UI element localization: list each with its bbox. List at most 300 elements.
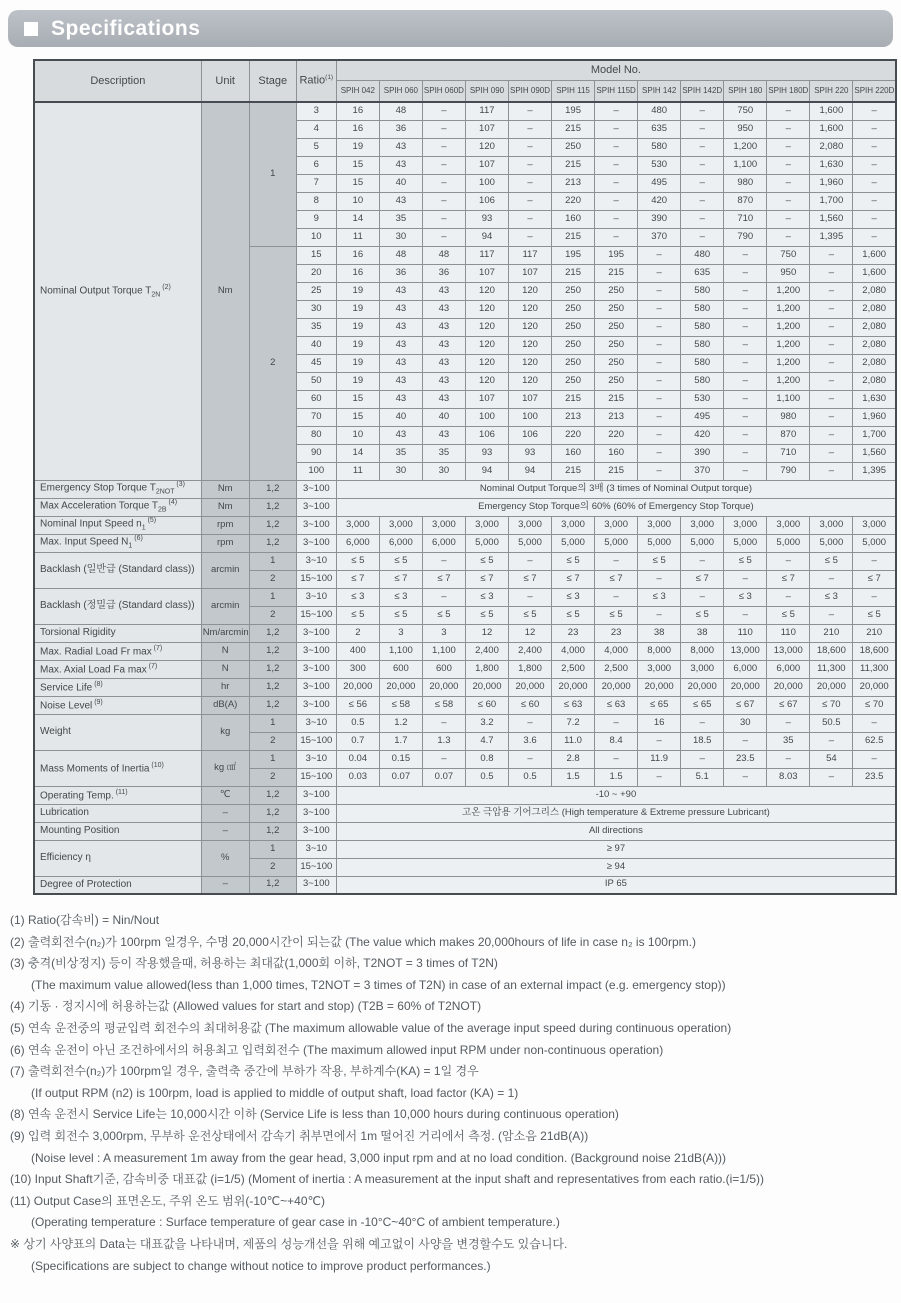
nominal-input-speed-value-cell: 3,000 [552, 516, 595, 534]
service-life-value-cell: 20,000 [767, 678, 810, 696]
nominal-output-torque-value-cell: 250 [595, 372, 638, 390]
backlash-standard-unit: arcmin [201, 552, 249, 588]
nominal-output-torque-value-cell: – [853, 228, 896, 246]
service-life-label: Service Life $^{(8)}$ [34, 678, 201, 696]
max-radial-load-value-cell: 18,600 [853, 642, 896, 660]
nominal-output-torque-value-cell: 43 [422, 282, 465, 300]
spec-row-torsional-rigidity [34, 624, 896, 642]
nominal-output-torque-value-cell: 195 [552, 102, 595, 120]
nominal-output-torque-value-cell: 635 [638, 120, 681, 138]
weight-value-cell: – [724, 732, 767, 750]
nominal-output-torque-ratio: 90 [296, 444, 336, 462]
weight-value-cell: 50.5 [810, 714, 853, 732]
nominal-output-torque-value-cell: 580 [638, 138, 681, 156]
mounting-position-unit: – [201, 822, 249, 840]
nominal-output-torque-value-cell: – [681, 102, 724, 120]
max-input-speed-value-cell: 5,000 [853, 534, 896, 552]
nominal-output-torque-value-cell: 106 [509, 426, 552, 444]
nominal-output-torque-value-cell: – [595, 174, 638, 192]
mass-moments-of-inertia-stage: 2 [249, 768, 296, 786]
nominal-output-torque-value-cell: 215 [552, 462, 595, 480]
nominal-output-torque-value-cell: 107 [465, 120, 508, 138]
nominal-output-torque-value-cell: 120 [465, 372, 508, 390]
nominal-output-torque-ratio: 9 [296, 210, 336, 228]
service-life-value-cell: 20,000 [638, 678, 681, 696]
mass-moments-of-inertia-value-cell: 54 [810, 750, 853, 768]
max-input-speed-value-cell: 5,000 [509, 534, 552, 552]
backlash-standard-value-cell: ≤ 7 [379, 570, 422, 588]
nominal-output-torque-value-cell: 2,080 [853, 300, 896, 318]
ratio-label: Ratio [299, 75, 326, 87]
mounting-position-label: Mounting Position [34, 822, 201, 840]
footnote-line: ※ 상기 사양표의 Data는 대표값을 나타내며, 제품의 성능개선을 위해 예고없이 사양을 변경할수도 있습니다. [10, 1236, 568, 1251]
noise-level-value-cell: ≤ 60 [465, 696, 508, 714]
nominal-output-torque-value-cell: 250 [552, 282, 595, 300]
nominal-output-torque-value-cell: 250 [552, 138, 595, 156]
noise-level-value-cell: ≤ 63 [595, 696, 638, 714]
nominal-output-torque-value-cell: – [724, 372, 767, 390]
nominal-output-torque-stage: 1 [249, 102, 296, 246]
service-life-value-cell: 20,000 [853, 678, 896, 696]
backlash-standard-value-cell: – [853, 552, 896, 570]
max-radial-load-value-cell: 1,100 [422, 642, 465, 660]
footnote-line: (8) 연속 운전시 Service Life는 10,000시간 이하 (Service Life is less than 10,000 hours during continuous operation) [10, 1107, 619, 1122]
backlash-precision-value-cell: ≤ 5 [767, 606, 810, 624]
weight-stage: 1 [249, 714, 296, 732]
nominal-output-torque-value-cell: – [638, 462, 681, 480]
nominal-output-torque-value-cell: 120 [509, 354, 552, 372]
nominal-output-torque-value-cell: 390 [681, 444, 724, 462]
degree-of-protection-label: Degree of Protection [34, 876, 201, 894]
nominal-output-torque-value-cell: 19 [336, 300, 379, 318]
nominal-output-torque-ratio: 70 [296, 408, 336, 426]
nominal-output-torque-value-cell: 213 [552, 174, 595, 192]
nominal-output-torque-value-cell: 580 [681, 354, 724, 372]
spec-row-operating-temp [34, 786, 896, 804]
nominal-output-torque-value-cell: – [638, 372, 681, 390]
nominal-output-torque-value-cell: – [509, 120, 552, 138]
noise-level-value-cell: ≤ 58 [379, 696, 422, 714]
nominal-input-speed-value-cell: 3,000 [465, 516, 508, 534]
operating-temp-unit: ℃ [201, 786, 249, 804]
max-radial-load-value-cell: 13,000 [724, 642, 767, 660]
footnote-line: (10) Input Shaft기준, 감속비중 대표값 (i=1/5) (Moment of inertia : A measurement at the input shaft and representatives from each ratio.(i=1/5)) [10, 1172, 764, 1187]
weight-value-cell: 0.5 [336, 714, 379, 732]
nominal-output-torque-value-cell: 420 [681, 426, 724, 444]
spec-row-backlash-precision [34, 588, 896, 606]
backlash-precision-value-cell: ≤ 5 [853, 606, 896, 624]
mass-moments-of-inertia-value-cell: 0.5 [509, 768, 552, 786]
footnote-line: (1) Ratio(감속비) = Nin/Nout [10, 913, 160, 927]
model-col-spih-115d: SPIH 115D [595, 80, 638, 102]
nominal-output-torque-stage: 2 [249, 246, 296, 480]
nominal-output-torque-value-cell: – [595, 192, 638, 210]
nominal-output-torque-value-cell: – [724, 354, 767, 372]
nominal-output-torque-ratio: 25 [296, 282, 336, 300]
nominal-output-torque-value-cell: 43 [379, 156, 422, 174]
backlash-precision-value-cell: – [853, 588, 896, 606]
mass-moments-of-inertia-value-cell: – [810, 768, 853, 786]
nominal-output-torque-value-cell: 1,960 [853, 408, 896, 426]
service-life-value-cell: 20,000 [465, 678, 508, 696]
nominal-output-torque-value-cell: 870 [724, 192, 767, 210]
backlash-standard-value-cell: ≤ 7 [552, 570, 595, 588]
mass-moments-of-inertia-value-cell: 0.15 [379, 750, 422, 768]
noise-level-value-cell: ≤ 58 [422, 696, 465, 714]
footnote-line: (9) 입력 회전수 3,000rpm, 무부하 운전상태에서 감속기 취부면에서 1m 떨어진 거리에서 측정. (암소음 21dB(A)) [10, 1128, 589, 1143]
mass-moments-of-inertia-value-cell: – [422, 750, 465, 768]
nominal-output-torque-value-cell: 19 [336, 318, 379, 336]
spec-row-max-input-speed [34, 534, 896, 552]
footnote-line: (Operating temperature : Surface temperature of gear case in -10°C~40°C of ambient temperature.) [31, 1215, 560, 1230]
backlash-precision-value-cell: ≤ 3 [724, 588, 767, 606]
nominal-output-torque-ratio: 30 [296, 300, 336, 318]
efficiency-span-value: ≥ 94 [336, 858, 896, 876]
bullet-square-icon [24, 22, 38, 36]
nominal-output-torque-value-cell: 1,700 [810, 192, 853, 210]
degree-of-protection-span-value: IP 65 [336, 876, 896, 894]
mass-moments-of-inertia-value-cell: 23.5 [724, 750, 767, 768]
mass-moments-of-inertia-value-cell: 1.5 [552, 768, 595, 786]
nominal-output-torque-value-cell: 43 [379, 336, 422, 354]
backlash-standard-value-cell: ≤ 7 [465, 570, 508, 588]
nominal-output-torque-value-cell: – [595, 138, 638, 156]
nominal-output-torque-value-cell: 370 [638, 228, 681, 246]
backlash-precision-stage: 1 [249, 588, 296, 606]
backlash-precision-value-cell: ≤ 3 [465, 588, 508, 606]
nominal-output-torque-value-cell: 370 [681, 462, 724, 480]
section-banner [8, 10, 893, 47]
nominal-output-torque-value-cell: 2,080 [853, 372, 896, 390]
nominal-output-torque-value-cell: 480 [638, 102, 681, 120]
nominal-output-torque-value-cell: – [724, 426, 767, 444]
nominal-output-torque-value-cell: 93 [465, 210, 508, 228]
model-col-spih-180: SPIH 180 [724, 80, 767, 102]
nominal-output-torque-value-cell: – [724, 462, 767, 480]
col-header-model-no: Model No. [336, 60, 896, 80]
noise-level-value-cell: ≤ 67 [767, 696, 810, 714]
nominal-output-torque-value-cell: – [422, 192, 465, 210]
footnote-line: (If output RPM (n2) is 100rpm, load is applied to middle of output shaft, load factor (KA) = 1) [31, 1085, 519, 1100]
nominal-output-torque-value-cell: – [681, 174, 724, 192]
nominal-output-torque-value-cell: 2,080 [853, 354, 896, 372]
noise-level-value-cell: ≤ 70 [853, 696, 896, 714]
mounting-position-ratio: 3~100 [296, 822, 336, 840]
nominal-output-torque-value-cell: 213 [595, 408, 638, 426]
model-col-spih-142d: SPIH 142D [681, 80, 724, 102]
nominal-output-torque-value-cell: 100 [465, 174, 508, 192]
max-acceleration-torque-stage: 1,2 [249, 498, 296, 516]
nominal-output-torque-value-cell: 250 [595, 282, 638, 300]
backlash-standard-value-cell: – [810, 570, 853, 588]
nominal-output-torque-value-cell: 213 [552, 408, 595, 426]
backlash-standard-value-cell: ≤ 5 [465, 552, 508, 570]
efficiency-ratio: 15~100 [296, 858, 336, 876]
nominal-output-torque-value-cell: 1,395 [810, 228, 853, 246]
max-axial-load-value-cell: 2,500 [552, 660, 595, 678]
nominal-output-torque-unit: Nm [201, 102, 249, 480]
max-input-speed-value-cell: 5,000 [465, 534, 508, 552]
weight-value-cell: 3.2 [465, 714, 508, 732]
max-axial-load-value-cell: 11,300 [853, 660, 896, 678]
col-header-description: Description [34, 60, 201, 102]
backlash-precision-value-cell: ≤ 5 [336, 606, 379, 624]
nominal-output-torque-value-cell: 35 [422, 444, 465, 462]
nominal-output-torque-value-cell: 2,080 [853, 336, 896, 354]
nominal-output-torque-value-cell: – [422, 228, 465, 246]
max-axial-load-label: Max. Axial Load Fa max $^{(7)}$ [34, 660, 201, 678]
backlash-standard-value-cell: ≤ 5 [379, 552, 422, 570]
nominal-output-torque-value-cell: 1,600 [853, 246, 896, 264]
nominal-output-torque-value-cell: 107 [465, 390, 508, 408]
model-col-spih-060d: SPIH 060D [422, 80, 465, 102]
nominal-output-torque-ratio: 7 [296, 174, 336, 192]
spec-row-emergency-stop-torque [34, 480, 896, 498]
backlash-standard-value-cell: – [724, 570, 767, 588]
nominal-output-torque-value-cell: 710 [767, 444, 810, 462]
spec-row-backlash-standard [34, 552, 896, 570]
nominal-output-torque-value-cell: 36 [379, 264, 422, 282]
nominal-output-torque-value-cell: 1,630 [810, 156, 853, 174]
nominal-output-torque-value-cell: 1,200 [767, 354, 810, 372]
nominal-input-speed-value-cell: 3,000 [638, 516, 681, 534]
model-col-spih-060: SPIH 060 [379, 80, 422, 102]
nominal-input-speed-value-cell: 3,000 [595, 516, 638, 534]
nominal-output-torque-value-cell: – [810, 354, 853, 372]
nominal-output-torque-value-cell: – [638, 426, 681, 444]
torsional-rigidity-value-cell: 12 [465, 624, 508, 642]
nominal-output-torque-value-cell: 195 [595, 246, 638, 264]
nominal-output-torque-value-cell: 120 [509, 282, 552, 300]
nominal-output-torque-value-cell: – [810, 426, 853, 444]
backlash-standard-value-cell: – [422, 552, 465, 570]
nominal-input-speed-value-cell: 3,000 [681, 516, 724, 534]
nominal-output-torque-value-cell: 1,560 [853, 444, 896, 462]
max-radial-load-value-cell: 400 [336, 642, 379, 660]
efficiency-ratio: 3~10 [296, 840, 336, 858]
model-col-spih-115: SPIH 115 [552, 80, 595, 102]
nominal-output-torque-ratio: 45 [296, 354, 336, 372]
noise-level-ratio: 3~100 [296, 696, 336, 714]
backlash-precision-label: Backlash (정밀급 (Standard class)) [34, 588, 201, 624]
mass-moments-of-inertia-value-cell: 0.07 [422, 768, 465, 786]
mass-moments-of-inertia-unit: kg ㎠ [201, 750, 249, 786]
nominal-output-torque-value-cell: – [595, 156, 638, 174]
weight-value-cell: 3.6 [509, 732, 552, 750]
max-axial-load-value-cell: 2,500 [595, 660, 638, 678]
spec-row-weight [34, 714, 896, 732]
max-acceleration-torque-unit: Nm [201, 498, 249, 516]
nominal-input-speed-value-cell: 3,000 [509, 516, 552, 534]
nominal-input-speed-value-cell: 3,000 [422, 516, 465, 534]
nominal-output-torque-value-cell: 40 [379, 408, 422, 426]
mass-moments-of-inertia-label: Mass Moments of Inertia $^{(10)}$ [34, 750, 201, 786]
spec-row-nominal-output-torque [34, 102, 896, 120]
nominal-output-torque-value-cell: 19 [336, 282, 379, 300]
noise-level-value-cell: ≤ 60 [509, 696, 552, 714]
degree-of-protection-unit: – [201, 876, 249, 894]
backlash-precision-unit: arcmin [201, 588, 249, 624]
emergency-stop-torque-ratio: 3~100 [296, 480, 336, 498]
nominal-output-torque-value-cell: 160 [595, 444, 638, 462]
footnote-line: (11) Output Case의 표면온도, 주위 온도 범위(-10℃~+40℃) [10, 1193, 325, 1208]
model-col-spih-090: SPIH 090 [465, 80, 508, 102]
backlash-precision-value-cell: ≤ 3 [810, 588, 853, 606]
nominal-output-torque-value-cell: 160 [552, 444, 595, 462]
nominal-output-torque-value-cell: 11 [336, 462, 379, 480]
nominal-output-torque-value-cell: 215 [552, 228, 595, 246]
weight-value-cell: 8.4 [595, 732, 638, 750]
nominal-output-torque-value-cell: 250 [595, 318, 638, 336]
mass-moments-of-inertia-value-cell: – [724, 768, 767, 786]
mass-moments-of-inertia-ratio: 3~10 [296, 750, 336, 768]
nominal-output-torque-value-cell: 19 [336, 372, 379, 390]
max-radial-load-value-cell: 1,100 [379, 642, 422, 660]
nominal-output-torque-value-cell: 2,080 [853, 318, 896, 336]
lubrication-unit: – [201, 804, 249, 822]
nominal-output-torque-value-cell: 94 [465, 462, 508, 480]
nominal-output-torque-value-cell: 43 [379, 372, 422, 390]
mass-moments-of-inertia-value-cell: – [638, 768, 681, 786]
nominal-output-torque-value-cell: 16 [336, 102, 379, 120]
nominal-output-torque-value-cell: 35 [379, 444, 422, 462]
max-radial-load-value-cell: 13,000 [767, 642, 810, 660]
nominal-output-torque-value-cell: 1,100 [767, 390, 810, 408]
max-axial-load-value-cell: 6,000 [767, 660, 810, 678]
backlash-standard-value-cell: – [681, 552, 724, 570]
nominal-output-torque-value-cell: – [681, 138, 724, 156]
operating-temp-stage: 1,2 [249, 786, 296, 804]
backlash-precision-value-cell: ≤ 5 [379, 606, 422, 624]
nominal-output-torque-value-cell: 43 [379, 300, 422, 318]
emergency-stop-torque-stage: 1,2 [249, 480, 296, 498]
nominal-input-speed-value-cell: 3,000 [810, 516, 853, 534]
nominal-output-torque-value-cell: – [422, 120, 465, 138]
backlash-standard-value-cell: ≤ 7 [767, 570, 810, 588]
nominal-output-torque-value-cell: – [509, 138, 552, 156]
max-radial-load-value-cell: 4,000 [595, 642, 638, 660]
nominal-output-torque-value-cell: 220 [595, 426, 638, 444]
nominal-output-torque-value-cell: 100 [509, 408, 552, 426]
nominal-output-torque-value-cell: 93 [509, 444, 552, 462]
nominal-output-torque-value-cell: 120 [465, 300, 508, 318]
nominal-output-torque-value-cell: 43 [379, 426, 422, 444]
footnote-line: (3) 충격(비상정지) 등이 작용했을때, 허용하는 최대값(1,000회 이하, T2NOT = 3 times of T2N) [10, 956, 498, 971]
efficiency-stage: 1 [249, 840, 296, 858]
nominal-output-torque-value-cell: – [422, 156, 465, 174]
noise-level-value-cell: ≤ 65 [681, 696, 724, 714]
nominal-output-torque-value-cell: – [810, 390, 853, 408]
nominal-output-torque-value-cell: 107 [509, 390, 552, 408]
service-life-value-cell: 20,000 [422, 678, 465, 696]
nominal-output-torque-value-cell: – [724, 282, 767, 300]
nominal-output-torque-value-cell: 870 [767, 426, 810, 444]
weight-stage: 2 [249, 732, 296, 750]
nominal-output-torque-value-cell: 35 [379, 210, 422, 228]
spec-row-max-acceleration-torque [34, 498, 896, 516]
nominal-output-torque-value-cell: 40 [422, 408, 465, 426]
nominal-output-torque-ratio: 80 [296, 426, 336, 444]
nominal-output-torque-value-cell: 495 [638, 174, 681, 192]
nominal-output-torque-value-cell: 43 [422, 318, 465, 336]
nominal-output-torque-value-cell: 250 [595, 300, 638, 318]
weight-ratio: 3~10 [296, 714, 336, 732]
nominal-output-torque-value-cell: 790 [767, 462, 810, 480]
max-input-speed-value-cell: 6,000 [422, 534, 465, 552]
nominal-output-torque-value-cell: 16 [336, 120, 379, 138]
noise-level-value-cell: ≤ 65 [638, 696, 681, 714]
nominal-output-torque-value-cell: 215 [552, 120, 595, 138]
max-radial-load-value-cell: 2,400 [465, 642, 508, 660]
torsional-rigidity-value-cell: 2 [336, 624, 379, 642]
nominal-output-torque-value-cell: 220 [552, 426, 595, 444]
max-input-speed-value-cell: 6,000 [336, 534, 379, 552]
torsional-rigidity-value-cell: 12 [509, 624, 552, 642]
torsional-rigidity-value-cell: 23 [552, 624, 595, 642]
nominal-output-torque-value-cell: 215 [552, 264, 595, 282]
backlash-precision-value-cell: – [767, 588, 810, 606]
nominal-input-speed-value-cell: 3,000 [767, 516, 810, 534]
torsional-rigidity-ratio: 3~100 [296, 624, 336, 642]
mass-moments-of-inertia-ratio: 15~100 [296, 768, 336, 786]
nominal-output-torque-value-cell: 420 [638, 192, 681, 210]
nominal-output-torque-value-cell: 580 [681, 318, 724, 336]
max-axial-load-value-cell: 600 [422, 660, 465, 678]
nominal-output-torque-value-cell: – [638, 318, 681, 336]
nominal-input-speed-stage: 1,2 [249, 516, 296, 534]
backlash-standard-stage: 2 [249, 570, 296, 588]
operating-temp-label: Operating Temp. $^{(11)}$ [34, 786, 201, 804]
nominal-output-torque-value-cell: 250 [552, 372, 595, 390]
nominal-output-torque-value-cell: 580 [681, 300, 724, 318]
backlash-standard-value-cell: ≤ 7 [681, 570, 724, 588]
backlash-standard-value-cell: ≤ 5 [336, 552, 379, 570]
nominal-output-torque-value-cell: 1,600 [853, 264, 896, 282]
mass-moments-of-inertia-value-cell: 1.5 [595, 768, 638, 786]
nominal-output-torque-value-cell: 1,600 [810, 120, 853, 138]
backlash-precision-value-cell: – [638, 606, 681, 624]
max-radial-load-value-cell: 18,600 [810, 642, 853, 660]
nominal-output-torque-value-cell: – [724, 408, 767, 426]
backlash-standard-value-cell: ≤ 7 [509, 570, 552, 588]
nominal-output-torque-value-cell: 15 [336, 408, 379, 426]
model-col-spih-142: SPIH 142 [638, 80, 681, 102]
nominal-input-speed-value-cell: 3,000 [724, 516, 767, 534]
nominal-output-torque-value-cell: 30 [422, 462, 465, 480]
backlash-precision-value-cell: ≤ 5 [422, 606, 465, 624]
service-life-value-cell: 20,000 [336, 678, 379, 696]
backlash-standard-value-cell: ≤ 7 [336, 570, 379, 588]
nominal-output-torque-value-cell: 10 [336, 192, 379, 210]
mass-moments-of-inertia-value-cell: 0.07 [379, 768, 422, 786]
backlash-standard-stage: 1 [249, 552, 296, 570]
max-acceleration-torque-ratio: 3~100 [296, 498, 336, 516]
nominal-output-torque-value-cell: 43 [422, 426, 465, 444]
efficiency-label: Efficiency η [34, 840, 201, 876]
nominal-output-torque-value-cell: – [853, 210, 896, 228]
spec-row-mounting-position [34, 822, 896, 840]
nominal-output-torque-value-cell: – [853, 192, 896, 210]
nominal-output-torque-value-cell: 1,395 [853, 462, 896, 480]
nominal-output-torque-value-cell: 1,600 [810, 102, 853, 120]
nominal-output-torque-value-cell: 2,080 [853, 282, 896, 300]
max-input-speed-value-cell: 5,000 [724, 534, 767, 552]
spec-row-max-axial-load [34, 660, 896, 678]
max-input-speed-stage: 1,2 [249, 534, 296, 552]
nominal-output-torque-value-cell: – [638, 336, 681, 354]
nominal-output-torque-value-cell: 710 [724, 210, 767, 228]
nominal-output-torque-value-cell: – [724, 264, 767, 282]
